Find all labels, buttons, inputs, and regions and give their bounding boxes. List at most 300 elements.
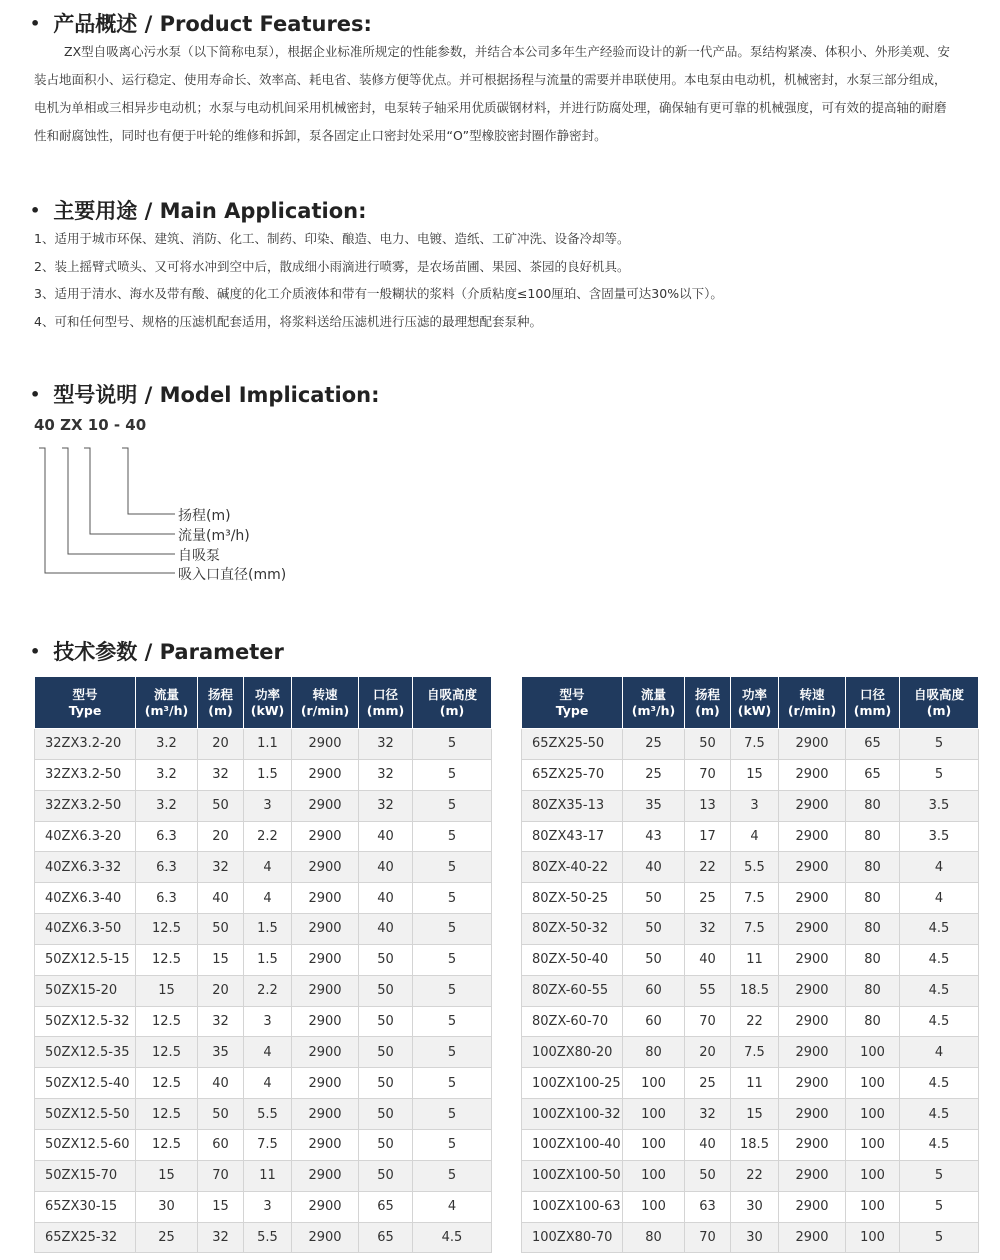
value-cell: 5 [413,914,492,945]
value-cell: 40 [359,821,413,852]
value-cell: 15 [198,1191,244,1222]
value-cell: 100 [623,1129,685,1160]
table-row [522,1037,979,1068]
value-cell: 2.2 [244,975,292,1006]
model-cell: 100ZX100-50 [522,1160,623,1191]
parameter-heading [30,636,284,666]
value-cell: 40 [359,883,413,914]
model-cell: 100ZX100-40 [522,1129,623,1160]
value-cell: 12.5 [136,1099,198,1130]
value-cell: 32 [198,1222,244,1253]
header-type: 型号 Type [522,677,623,729]
value-cell: 2900 [779,1068,846,1099]
model-cell: 40ZX6.3-20 [35,821,136,852]
table-row [522,1222,979,1253]
value-cell: 100 [623,1068,685,1099]
value-cell: 4.5 [900,1006,979,1037]
value-cell: 2900 [779,759,846,790]
application-item: 1、适用于城市环保、建筑、消防、化工、制药、印染、酿造、电力、电镀、造纸、工矿冲洗、设备冷却等。 [34,231,630,246]
model-cell: 50ZX12.5-32 [35,1006,136,1037]
value-cell: 32 [359,790,413,821]
value-cell: 40 [198,883,244,914]
features-line: 电机为单相或三相异步电动机；水泵与电动机间采用机械密封，电泵转子轴采用优质碳钢材料，并进行防腐处理，确保轴有更可靠的机械强度，可有效的提高轴的耐磨 [34,100,947,115]
value-cell: 3.2 [136,790,198,821]
value-cell: 50 [623,944,685,975]
parameter-table-right [521,676,979,1253]
value-cell: 100 [623,1160,685,1191]
table-row [522,1191,979,1222]
model-cell: 80ZX-60-70 [522,1006,623,1037]
value-cell: 80 [846,852,900,883]
value-cell: 18.5 [731,975,779,1006]
value-cell: 32 [359,729,413,760]
value-cell: 4 [900,1037,979,1068]
value-cell: 2900 [779,1099,846,1130]
value-cell: 70 [685,759,731,790]
value-cell: 70 [198,1160,244,1191]
bullet-icon: • [30,642,41,661]
value-cell: 32 [685,1099,731,1130]
value-cell: 32 [198,852,244,883]
value-cell: 100 [846,1191,900,1222]
header-suction-lift: 自吸高度 (m) [900,677,979,729]
value-cell: 5.5 [244,1222,292,1253]
value-cell: 80 [846,790,900,821]
value-cell: 60 [198,1129,244,1160]
value-cell: 3.2 [136,729,198,760]
value-cell: 12.5 [136,1129,198,1160]
table-row [522,852,979,883]
value-cell: 2900 [779,1006,846,1037]
value-cell: 15 [731,1099,779,1130]
value-cell: 2900 [779,1129,846,1160]
value-cell: 5 [900,1160,979,1191]
value-cell: 32 [198,1006,244,1037]
model-cell: 100ZX80-20 [522,1037,623,1068]
model-cell: 80ZX-50-25 [522,883,623,914]
table-header-row [522,677,979,729]
value-cell: 5 [413,1068,492,1099]
model-cell: 65ZX25-50 [522,729,623,760]
value-cell: 20 [198,821,244,852]
value-cell: 100 [846,1099,900,1130]
table-header-row [35,677,492,729]
value-cell: 30 [731,1191,779,1222]
model-cell: 32ZX3.2-50 [35,759,136,790]
table-row [35,729,492,760]
table-row [522,729,979,760]
value-cell: 12.5 [136,1037,198,1068]
value-cell: 2900 [292,1006,359,1037]
value-cell: 50 [359,1099,413,1130]
model-cell: 80ZX-60-55 [522,975,623,1006]
table-row [35,759,492,790]
value-cell: 5 [413,729,492,760]
value-cell: 4.5 [900,1129,979,1160]
value-cell: 50 [623,883,685,914]
value-cell: 5 [413,790,492,821]
value-cell: 1.5 [244,914,292,945]
value-cell: 65 [846,729,900,760]
model-label-selfpriming: 自吸泵 [178,548,220,564]
value-cell: 50 [359,944,413,975]
model-cell: 65ZX30-15 [35,1191,136,1222]
value-cell: 5 [900,1191,979,1222]
value-cell: 5 [413,1099,492,1130]
bracket-selfpriming [62,448,175,554]
value-cell: 2900 [292,852,359,883]
value-cell: 2900 [779,944,846,975]
header-type: 型号 Type [35,677,136,729]
value-cell: 2900 [292,1099,359,1130]
value-cell: 50 [359,1037,413,1068]
model-cell: 100ZX100-63 [522,1191,623,1222]
model-cell: 80ZX-50-32 [522,914,623,945]
table-row [522,759,979,790]
value-cell: 5 [413,1037,492,1068]
table-row [522,883,979,914]
value-cell: 100 [846,1129,900,1160]
value-cell: 60 [623,1006,685,1037]
value-cell: 65 [846,759,900,790]
value-cell: 2900 [292,975,359,1006]
value-cell: 5 [413,1129,492,1160]
table-row [522,975,979,1006]
value-cell: 6.3 [136,883,198,914]
value-cell: 50 [359,1160,413,1191]
value-cell: 5 [413,821,492,852]
value-cell: 2900 [292,1129,359,1160]
value-cell: 2900 [779,790,846,821]
value-cell: 43 [623,821,685,852]
value-cell: 30 [731,1222,779,1253]
value-cell: 5 [413,975,492,1006]
value-cell: 5 [413,883,492,914]
table-row [522,821,979,852]
value-cell: 3.5 [900,821,979,852]
table-row [522,1006,979,1037]
value-cell: 5 [413,944,492,975]
table-row [35,1006,492,1037]
value-cell: 100 [846,1160,900,1191]
table-row [522,1160,979,1191]
value-cell: 50 [359,1068,413,1099]
value-cell: 5 [413,1006,492,1037]
value-cell: 35 [623,790,685,821]
value-cell: 6.3 [136,821,198,852]
value-cell: 25 [685,883,731,914]
table-row [35,821,492,852]
value-cell: 4.5 [900,1068,979,1099]
bullet-icon: • [30,385,41,404]
value-cell: 22 [731,1006,779,1037]
bracket-flow [84,448,175,534]
value-cell: 7.5 [731,883,779,914]
value-cell: 22 [731,1160,779,1191]
value-cell: 50 [685,729,731,760]
header-flow: 流量 (m³/h) [623,677,685,729]
parameter-table-left [34,676,492,1253]
value-cell: 2900 [779,975,846,1006]
value-cell: 2900 [779,821,846,852]
bullet-icon: • [30,14,41,33]
features-line: ZX型自吸离心污水泵（以下简称电泵），根据企业标准所规定的性能参数，并结合本公司多年生产经验而设计的新一代产品。泵结构紧凑、体积小、外形美观、安 [64,44,950,59]
value-cell: 18.5 [731,1129,779,1160]
value-cell: 3 [244,1191,292,1222]
value-cell: 65 [359,1222,413,1253]
header-head: 扬程 (m) [685,677,731,729]
value-cell: 3 [244,790,292,821]
value-cell: 1.1 [244,729,292,760]
value-cell: 7.5 [731,1037,779,1068]
table-row [35,883,492,914]
value-cell: 63 [685,1191,731,1222]
value-cell: 100 [846,1068,900,1099]
value-cell: 25 [685,1068,731,1099]
value-cell: 30 [136,1191,198,1222]
value-cell: 80 [846,944,900,975]
value-cell: 5 [413,1160,492,1191]
value-cell: 4.5 [900,914,979,945]
value-cell: 50 [623,914,685,945]
header-speed: 转速 (r/min) [292,677,359,729]
model-cell: 100ZX100-25 [522,1068,623,1099]
value-cell: 25 [623,729,685,760]
model-cell: 65ZX25-32 [35,1222,136,1253]
value-cell: 4.5 [900,944,979,975]
model-cell: 40ZX6.3-50 [35,914,136,945]
table-row [35,852,492,883]
value-cell: 12.5 [136,914,198,945]
application-item: 4、可和任何型号、规格的压滤机配套适用，将浆料送给压滤机进行压滤的最理想配套泵种。 [34,314,542,329]
table-row [522,790,979,821]
model-cell: 40ZX6.3-32 [35,852,136,883]
table-row [522,1129,979,1160]
table-row [522,944,979,975]
value-cell: 35 [198,1037,244,1068]
value-cell: 2900 [779,1191,846,1222]
model-cell: 50ZX15-20 [35,975,136,1006]
value-cell: 15 [731,759,779,790]
model-cell: 65ZX25-70 [522,759,623,790]
model-cell: 100ZX80-70 [522,1222,623,1253]
value-cell: 2900 [292,729,359,760]
value-cell: 3 [244,1006,292,1037]
header-power: 功率 (kW) [731,677,779,729]
header-diameter: 口径 (mm) [359,677,413,729]
value-cell: 4.5 [413,1222,492,1253]
value-cell: 5 [413,759,492,790]
table-row [35,914,492,945]
table-row [522,914,979,945]
features-title: 产品概述 / Product Features: [53,12,372,36]
table-row [35,1222,492,1253]
value-cell: 5.5 [731,852,779,883]
table-row [35,944,492,975]
value-cell: 25 [623,759,685,790]
table-row [35,790,492,821]
value-cell: 50 [198,914,244,945]
value-cell: 32 [685,914,731,945]
application-item: 2、装上摇臂式喷头、又可将水冲到空中后，散成细小雨滴进行喷雾，是农场苗圃、果园、茶园的良好机具。 [34,259,630,274]
application-item: 3、适用于清水、海水及带有酸、碱度的化工介质液体和带有一般糊状的浆料（介质粘度≤100厘珀、含固量可达30%以下）。 [34,286,723,301]
value-cell: 70 [685,1222,731,1253]
header-suction-lift: 自吸高度 (m) [413,677,492,729]
value-cell: 2900 [292,944,359,975]
value-cell: 3.2 [136,759,198,790]
value-cell: 2900 [779,852,846,883]
value-cell: 7.5 [244,1129,292,1160]
table-row [35,1191,492,1222]
model-cell: 80ZX-40-22 [522,852,623,883]
value-cell: 2900 [779,1037,846,1068]
table-row [522,1068,979,1099]
value-cell: 3.5 [900,790,979,821]
value-cell: 4.5 [900,975,979,1006]
value-cell: 12.5 [136,1068,198,1099]
model-cell: 32ZX3.2-20 [35,729,136,760]
value-cell: 5 [900,759,979,790]
value-cell: 5 [900,729,979,760]
value-cell: 4 [244,852,292,883]
value-cell: 11 [731,1068,779,1099]
value-cell: 6.3 [136,852,198,883]
value-cell: 2900 [292,1037,359,1068]
value-cell: 40 [359,852,413,883]
table-row [35,1099,492,1130]
value-cell: 4 [900,852,979,883]
model-cell: 50ZX12.5-15 [35,944,136,975]
model-diagram [0,0,300,600]
value-cell: 80 [623,1222,685,1253]
value-cell: 1.5 [244,759,292,790]
model-cell: 50ZX12.5-60 [35,1129,136,1160]
value-cell: 32 [198,759,244,790]
value-cell: 2900 [779,914,846,945]
value-cell: 70 [685,1006,731,1037]
value-cell: 12.5 [136,1006,198,1037]
value-cell: 11 [244,1160,292,1191]
bullet-icon: • [30,201,41,220]
value-cell: 2900 [292,821,359,852]
value-cell: 2900 [779,1222,846,1253]
model-cell: 50ZX12.5-35 [35,1037,136,1068]
value-cell: 55 [685,975,731,1006]
value-cell: 100 [846,1222,900,1253]
value-cell: 60 [623,975,685,1006]
value-cell: 2900 [292,1068,359,1099]
features-line: 性和耐腐蚀性，同时也有便于叶轮的维修和拆卸，泵各固定止口密封处采用“O”型橡胶密封圈作静密封。 [34,128,607,143]
value-cell: 15 [198,944,244,975]
value-cell: 3 [731,790,779,821]
value-cell: 20 [198,729,244,760]
value-cell: 80 [623,1037,685,1068]
value-cell: 20 [198,975,244,1006]
header-speed: 转速 (r/min) [779,677,846,729]
value-cell: 13 [685,790,731,821]
bracket-head [122,448,175,514]
value-cell: 40 [198,1068,244,1099]
value-cell: 4 [244,1068,292,1099]
header-flow: 流量 (m³/h) [136,677,198,729]
model-cell: 80ZX43-17 [522,821,623,852]
value-cell: 40 [359,914,413,945]
model-label-flow: 流量(m³/h) [178,528,250,544]
value-cell: 2900 [292,1222,359,1253]
value-cell: 50 [198,1099,244,1130]
value-cell: 11 [731,944,779,975]
value-cell: 4 [244,1037,292,1068]
model-code: 40 ZX 10 - 40 [34,416,147,434]
parameter-title: 技术参数 / Parameter [53,640,284,664]
application-title: 主要用途 / Main Application: [53,199,367,223]
model-cell: 80ZX-50-40 [522,944,623,975]
value-cell: 100 [846,1037,900,1068]
value-cell: 5.5 [244,1099,292,1130]
header-power: 功率 (kW) [244,677,292,729]
value-cell: 2900 [292,790,359,821]
header-head: 扬程 (m) [198,677,244,729]
value-cell: 40 [685,1129,731,1160]
value-cell: 40 [623,852,685,883]
value-cell: 50 [359,1129,413,1160]
table-row [35,1129,492,1160]
value-cell: 100 [623,1099,685,1130]
value-cell: 5 [413,852,492,883]
value-cell: 22 [685,852,731,883]
value-cell: 12.5 [136,944,198,975]
value-cell: 32 [359,759,413,790]
value-cell: 17 [685,821,731,852]
value-cell: 4 [900,883,979,914]
value-cell: 2900 [292,1160,359,1191]
model-cell: 50ZX12.5-50 [35,1099,136,1130]
value-cell: 5 [900,1222,979,1253]
value-cell: 80 [846,883,900,914]
model-cell: 50ZX12.5-40 [35,1068,136,1099]
value-cell: 4 [413,1191,492,1222]
value-cell: 50 [198,790,244,821]
value-cell: 4.5 [900,1099,979,1130]
value-cell: 2900 [292,1191,359,1222]
value-cell: 2.2 [244,821,292,852]
value-cell: 2900 [779,729,846,760]
value-cell: 7.5 [731,729,779,760]
table-row [35,1160,492,1191]
table-row [522,1099,979,1130]
value-cell: 50 [359,1006,413,1037]
header-diameter: 口径 (mm) [846,677,900,729]
value-cell: 15 [136,975,198,1006]
value-cell: 80 [846,1006,900,1037]
value-cell: 100 [623,1191,685,1222]
value-cell: 25 [136,1222,198,1253]
value-cell: 7.5 [731,914,779,945]
model-cell: 50ZX15-70 [35,1160,136,1191]
value-cell: 50 [359,975,413,1006]
model-title: 型号说明 / Model Implication: [53,383,380,407]
value-cell: 2900 [779,1160,846,1191]
value-cell: 2900 [292,883,359,914]
value-cell: 80 [846,821,900,852]
value-cell: 2900 [779,883,846,914]
value-cell: 80 [846,914,900,945]
value-cell: 20 [685,1037,731,1068]
model-cell: 40ZX6.3-40 [35,883,136,914]
value-cell: 15 [136,1160,198,1191]
model-label-head: 扬程(m) [178,508,231,524]
value-cell: 65 [359,1191,413,1222]
